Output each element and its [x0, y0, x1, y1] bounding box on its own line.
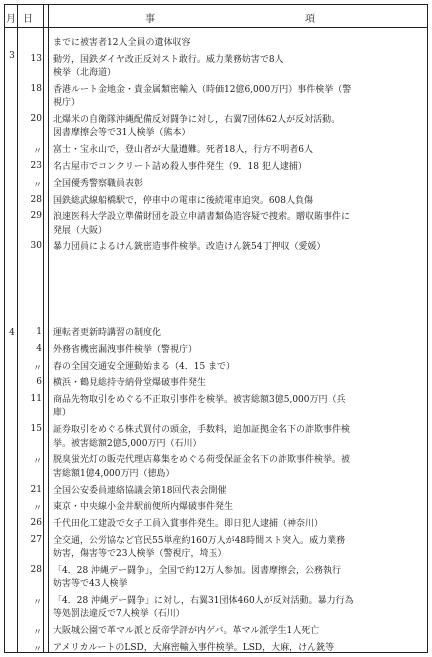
row-event-text: 横浜・鶴見総持寺納骨堂爆破事件発生 [53, 378, 207, 389]
row-day: 28 [30, 565, 42, 575]
row-day: 〃 [32, 363, 42, 374]
row-event-text: 浪速医科大学設立準備財団を設立申請書類偽造容疑で捜索。贈収賄事件に 発展（大阪） [53, 212, 351, 236]
row-day: 1 [36, 327, 42, 337]
row-day: 29 [30, 211, 42, 222]
row-day: 〃 [32, 598, 42, 609]
row-event-text: 全国公安委員連絡協議会第18回代表会開催 [53, 485, 227, 496]
row-event-text: 富士・宝永山で，登山者が大量遭難。死者18人，行方不明者6人 [53, 145, 313, 156]
row-event-text: 北爆米の自衛隊沖縄配備反対闘争に対し，右翼7団体62人が反対活動。 図書摩擦会等で31人検挙（熊本） [53, 115, 341, 139]
row-day: 18 [30, 83, 42, 94]
header-day: 日 [23, 14, 33, 25]
row-day: 〃 [32, 147, 42, 158]
row-day: 28 [30, 194, 42, 205]
row-day: 23 [30, 160, 42, 171]
row-event-text: アメリカルートのLSD，大麻密輸入事件検挙。LSD，大麻，けん銃等 [53, 643, 335, 653]
row-day: 20 [30, 114, 42, 124]
month-label: 3 [9, 51, 15, 61]
row-event-text: 外務省機密漏洩事件検挙（警視庁） [53, 344, 198, 355]
row-day: 6 [36, 377, 42, 388]
row-day: 26 [30, 518, 42, 529]
header-month: 月 [6, 14, 16, 25]
row-event-text: 名古屋市でコンクリート詰め殺人事件発生（9．18 犯人逮捕） [53, 161, 307, 172]
row-event-text: 国鉄総武線船橋駅で，停車中の電車に後続電車追突。608人負傷 [53, 195, 313, 206]
row-day: 4 [36, 343, 42, 354]
table-header [5, 5, 427, 28]
row-day: 15 [30, 424, 42, 435]
row-event-text: 脱臭蛍光灯の販売代理店募集をめぐる荷受保証金名下の詐欺事件検挙。被 害総額1億4,000万円（徳島） [53, 455, 351, 479]
day-column-divider-inner [48, 5, 49, 652]
row-event-text: 商品先物取引をめぐる不正取引事件を検挙。被害総額3億5,000万円（兵 庫） [53, 395, 346, 419]
row-day: 21 [30, 484, 42, 495]
row-day: 30 [30, 241, 42, 252]
header-item: 項 [305, 14, 315, 25]
row-event-text: 香港ルート金地金・貴金属類密輸入（時価12億6,000万円）事件検挙（警 視庁） [53, 84, 352, 109]
month-label: 4 [9, 328, 15, 338]
day-column-divider [43, 5, 44, 652]
row-day: 27 [30, 534, 42, 545]
row-event-text: 全国優秀警察職員表彰 [53, 178, 144, 189]
row-day: 〃 [32, 504, 42, 515]
row-event-text: までに被害者12人全員の遺体収容 [53, 38, 191, 48]
row-event-text: 春の全国交通安全運動始まる（4．15 まで） [53, 361, 236, 372]
row-event-text: 動労，国鉄ダイヤ改正反対スト敢行。威力業務妨害で8人 検挙（北海道） [53, 54, 284, 79]
row-event-text: 大阪城公園で革マル派と反帝学評が内ゲバ。革マル派学生1人死亡 [53, 626, 320, 637]
row-event-text: 証券取引をめぐる株式買付の頭金，手数料，追加証拠金名下の詐欺事件検 挙。被害総額2億5,000万円（石川） [53, 425, 351, 449]
row-event-text: 東京・中央線小金井駅前便所内爆破事件発生 [53, 502, 234, 513]
row-event-text: 全交通，公労協など官民55単産約160万人が48時間スト突入。威力業務 妨害，傷害等で23人検挙（警視庁，埼玉） [53, 535, 346, 560]
row-day: 〃 [32, 457, 42, 468]
row-event-text: 暴力団員によるけん銃密造事件検挙。改造けん銃54丁押収（愛媛） [53, 242, 326, 253]
row-day: 〃 [32, 180, 42, 191]
row-event-text: 運転者更新時講習の制度化 [53, 328, 162, 338]
row-event-text: 「4．28 沖縄デー闘争」，全国で約12万人参加。図書摩擦会，公務執行 妨害等で43人検挙 [53, 566, 341, 590]
row-day: 〃 [32, 628, 42, 639]
row-day: 13 [30, 53, 42, 64]
row-event-text: 「4．28 沖縄デー闘争」に対し，右翼31団体460人が反対活動。暴力行為 等処罰法違反で7人検挙（石川） [53, 596, 354, 620]
row-day: 11 [30, 394, 42, 405]
row-event-text: 千代田化工建設で女子工員入賞事件発生。即日犯人逮捕（神奈川） [53, 519, 324, 530]
header-event: 事 [145, 14, 155, 25]
chronology-table [4, 4, 428, 653]
month-column-divider [17, 5, 18, 652]
row-day: 〃 [32, 645, 42, 655]
